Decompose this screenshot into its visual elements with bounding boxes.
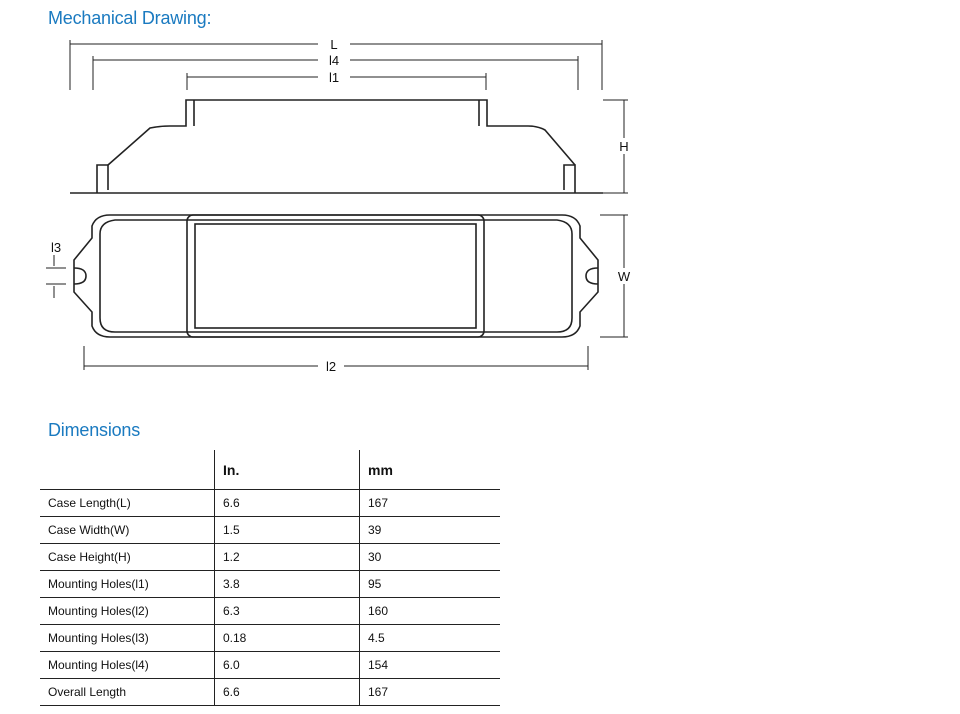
dim-l4-label: l4 xyxy=(328,53,340,68)
table-row xyxy=(40,652,500,679)
table-row xyxy=(40,517,500,544)
row-mm: 160 xyxy=(360,598,501,625)
dimensions-title: Dimensions xyxy=(48,420,141,440)
row-label: Mounting Holes(l3) xyxy=(40,625,215,652)
row-mm: 154 xyxy=(360,652,501,679)
row-in: 0.18 xyxy=(215,625,360,652)
table-row xyxy=(40,544,500,571)
row-in: 6.6 xyxy=(215,490,360,517)
table-row xyxy=(40,625,500,652)
dim-l3-label: l3 xyxy=(50,240,62,255)
row-mm: 95 xyxy=(360,571,501,598)
header-mm: mm xyxy=(360,450,501,490)
row-label: Overall Length xyxy=(40,679,215,706)
table-row xyxy=(40,571,500,598)
dim-L-label: L xyxy=(330,37,338,52)
top-view xyxy=(74,215,598,337)
drawing-title: Mechanical Drawing: xyxy=(48,8,212,28)
table-header-row xyxy=(40,450,500,490)
mechanical-drawing xyxy=(0,30,660,380)
dim-H-label: H xyxy=(619,139,629,154)
row-label: Mounting Holes(l2) xyxy=(40,598,215,625)
dimensions-table xyxy=(40,450,500,706)
row-mm: 39 xyxy=(360,517,501,544)
dim-l2-label: l2 xyxy=(325,359,337,374)
row-in: 1.2 xyxy=(215,544,360,571)
dim-l1-label: l1 xyxy=(328,70,340,85)
row-mm: 4.5 xyxy=(360,625,501,652)
table-row xyxy=(40,598,500,625)
row-in: 6.3 xyxy=(215,598,360,625)
row-label: Case Length(L) xyxy=(40,490,215,517)
header-in: In. xyxy=(215,450,360,490)
row-mm: 30 xyxy=(360,544,501,571)
side-view xyxy=(70,100,603,193)
row-label: Case Height(H) xyxy=(40,544,215,571)
row-in: 1.5 xyxy=(215,517,360,544)
row-label: Case Width(W) xyxy=(40,517,215,544)
row-label: Mounting Holes(l1) xyxy=(40,571,215,598)
header-label xyxy=(40,450,215,490)
row-in: 6.6 xyxy=(215,679,360,706)
table-row xyxy=(40,679,500,706)
row-label: Mounting Holes(l4) xyxy=(40,652,215,679)
row-in: 3.8 xyxy=(215,571,360,598)
row-in: 6.0 xyxy=(215,652,360,679)
row-mm: 167 xyxy=(360,490,501,517)
row-mm: 167 xyxy=(360,679,501,706)
dim-W-label: W xyxy=(617,269,631,284)
table-row xyxy=(40,490,500,517)
